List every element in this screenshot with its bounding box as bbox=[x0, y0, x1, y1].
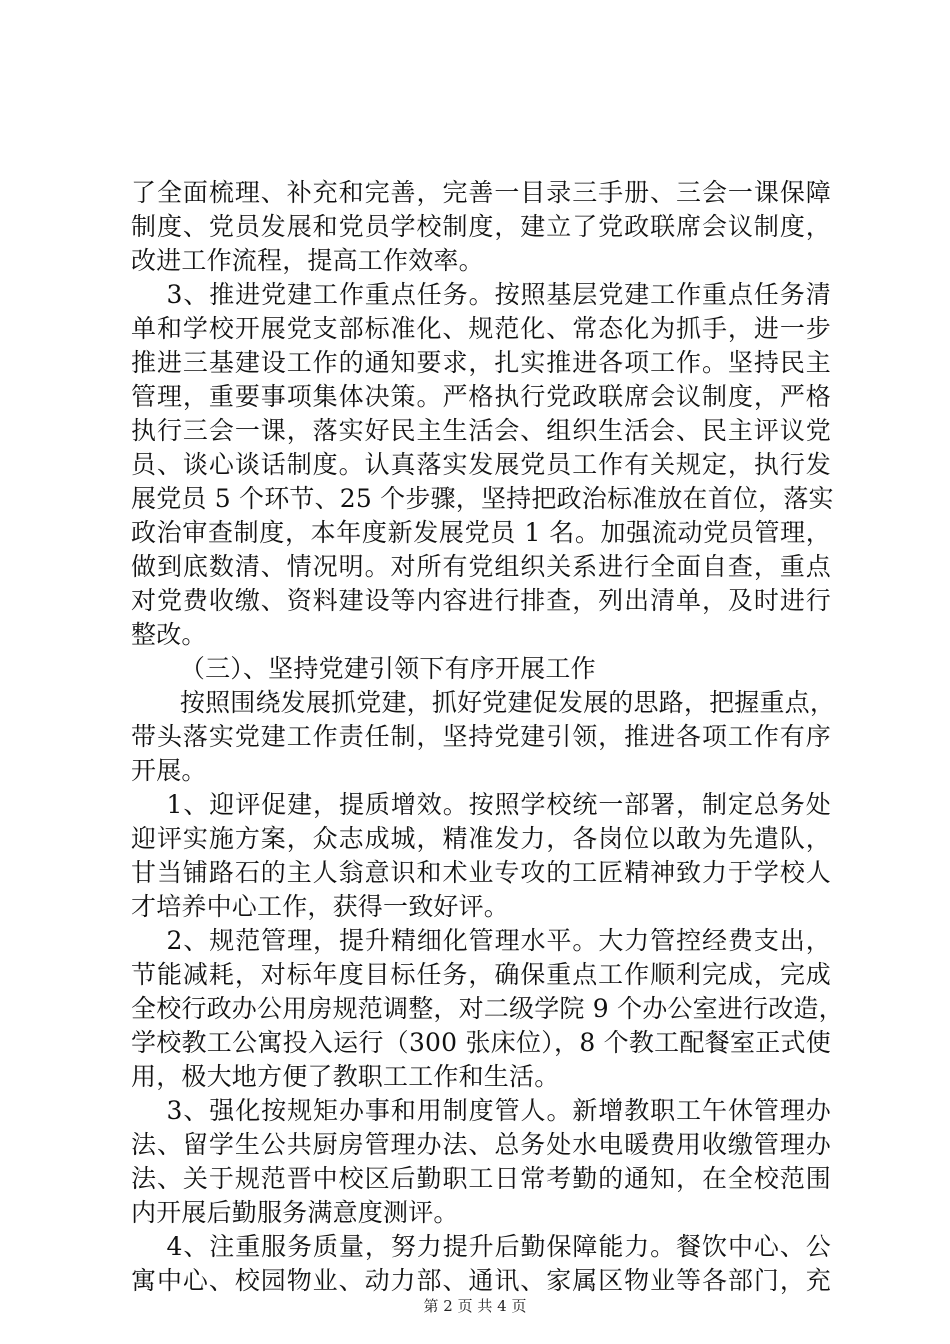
text-line: 制度、党员发展和党员学校制度，建立了党政联席会议制度， bbox=[131, 212, 831, 241]
text-line: 内开展后勤服务满意度测评。 bbox=[131, 1198, 459, 1227]
text-line: 执行三会一课，落实好民主生活会、组织生活会、民主评议党 bbox=[131, 416, 831, 445]
text-line: 开展。 bbox=[131, 756, 207, 785]
text-line: 了全面梳理、补充和完善，完善一目录三手册、三会一课保障 bbox=[131, 178, 831, 207]
text-line: 法、关于规范晋中校区后勤职工日常考勤的通知，在全校范围 bbox=[131, 1164, 831, 1193]
text-line: 员、谈心谈话制度。认真落实发展党员工作有关规定，执行发 bbox=[131, 450, 831, 479]
text-line: 推进三基建设工作的通知要求，扎实推进各项工作。坚持民主 bbox=[131, 348, 831, 377]
section-heading: （三）、坚持党建引领下有序开展工作 bbox=[131, 654, 596, 683]
page-number: 第 2 页 共 4 页 bbox=[423, 1297, 527, 1315]
text-line: 2、规范管理，提升精细化管理水平。大力管控经费支出， bbox=[131, 926, 831, 955]
text-line: 政治审查制度，本年度新发展党员 1 名。加强流动党员管理， bbox=[131, 518, 831, 547]
text-line: 带头落实党建工作责任制，坚持党建引领，推进各项工作有序 bbox=[131, 722, 831, 751]
text-line: 管理，重要事项集体决策。严格执行党政联席会议制度，严格 bbox=[131, 382, 831, 411]
text-line: 迎评实施方案，众志成城，精准发力，各岗位以敢为先遣队， bbox=[131, 824, 831, 853]
text-line: 按照围绕发展抓党建，抓好党建促发展的思路，把握重点， bbox=[131, 688, 836, 717]
text-line: 全校行政办公用房规范调整，对二级学院 9 个办公室进行改造， bbox=[131, 994, 844, 1023]
text-line: 3、推进党建工作重点任务。按照基层党建工作重点任务清 bbox=[131, 280, 831, 309]
text-line: 寓中心、校园物业、动力部、通讯、家属区物业等各部门，充 bbox=[131, 1266, 831, 1295]
text-line: 甘当铺路石的主人翁意识和术业专攻的工匠精神致力于学校人 bbox=[131, 858, 831, 887]
text-line: 4、注重服务质量，努力提升后勤保障能力。餐饮中心、公 bbox=[131, 1232, 831, 1261]
text-line: 用，极大地方便了教职工工作和生活。 bbox=[131, 1062, 560, 1091]
text-line: 展党员 5 个环节、25 个步骤，坚持把政治标准放在首位，落实 bbox=[131, 484, 834, 513]
text-line: 单和学校开展党支部标准化、规范化、常态化为抓手，进一步 bbox=[131, 314, 831, 343]
text-line: 法、留学生公共厨房管理办法、总务处水电暖费用收缴管理办 bbox=[131, 1130, 831, 1159]
text-line: 整改。 bbox=[131, 620, 207, 649]
text-line: 节能减耗，对标年度目标任务，确保重点工作顺利完成，完成 bbox=[131, 960, 831, 989]
text-line: 做到底数清、情况明。对所有党组织关系进行全面自查，重点 bbox=[131, 552, 831, 581]
text-line: 对党费收缴、资料建设等内容进行排查，列出清单，及时进行 bbox=[131, 586, 831, 615]
text-line: 改进工作流程，提高工作效率。 bbox=[131, 246, 484, 275]
text-line: 1、迎评促建，提质增效。按照学校统一部署，制定总务处 bbox=[131, 790, 831, 819]
text-line: 3、强化按规矩办事和用制度管人。新增教职工午休管理办 bbox=[131, 1096, 831, 1125]
text-line: 学校教工公寓投入运行（300 张床位），8 个教工配餐室正式使 bbox=[131, 1028, 831, 1057]
text-line: 才培养中心工作，获得一致好评。 bbox=[131, 892, 510, 921]
